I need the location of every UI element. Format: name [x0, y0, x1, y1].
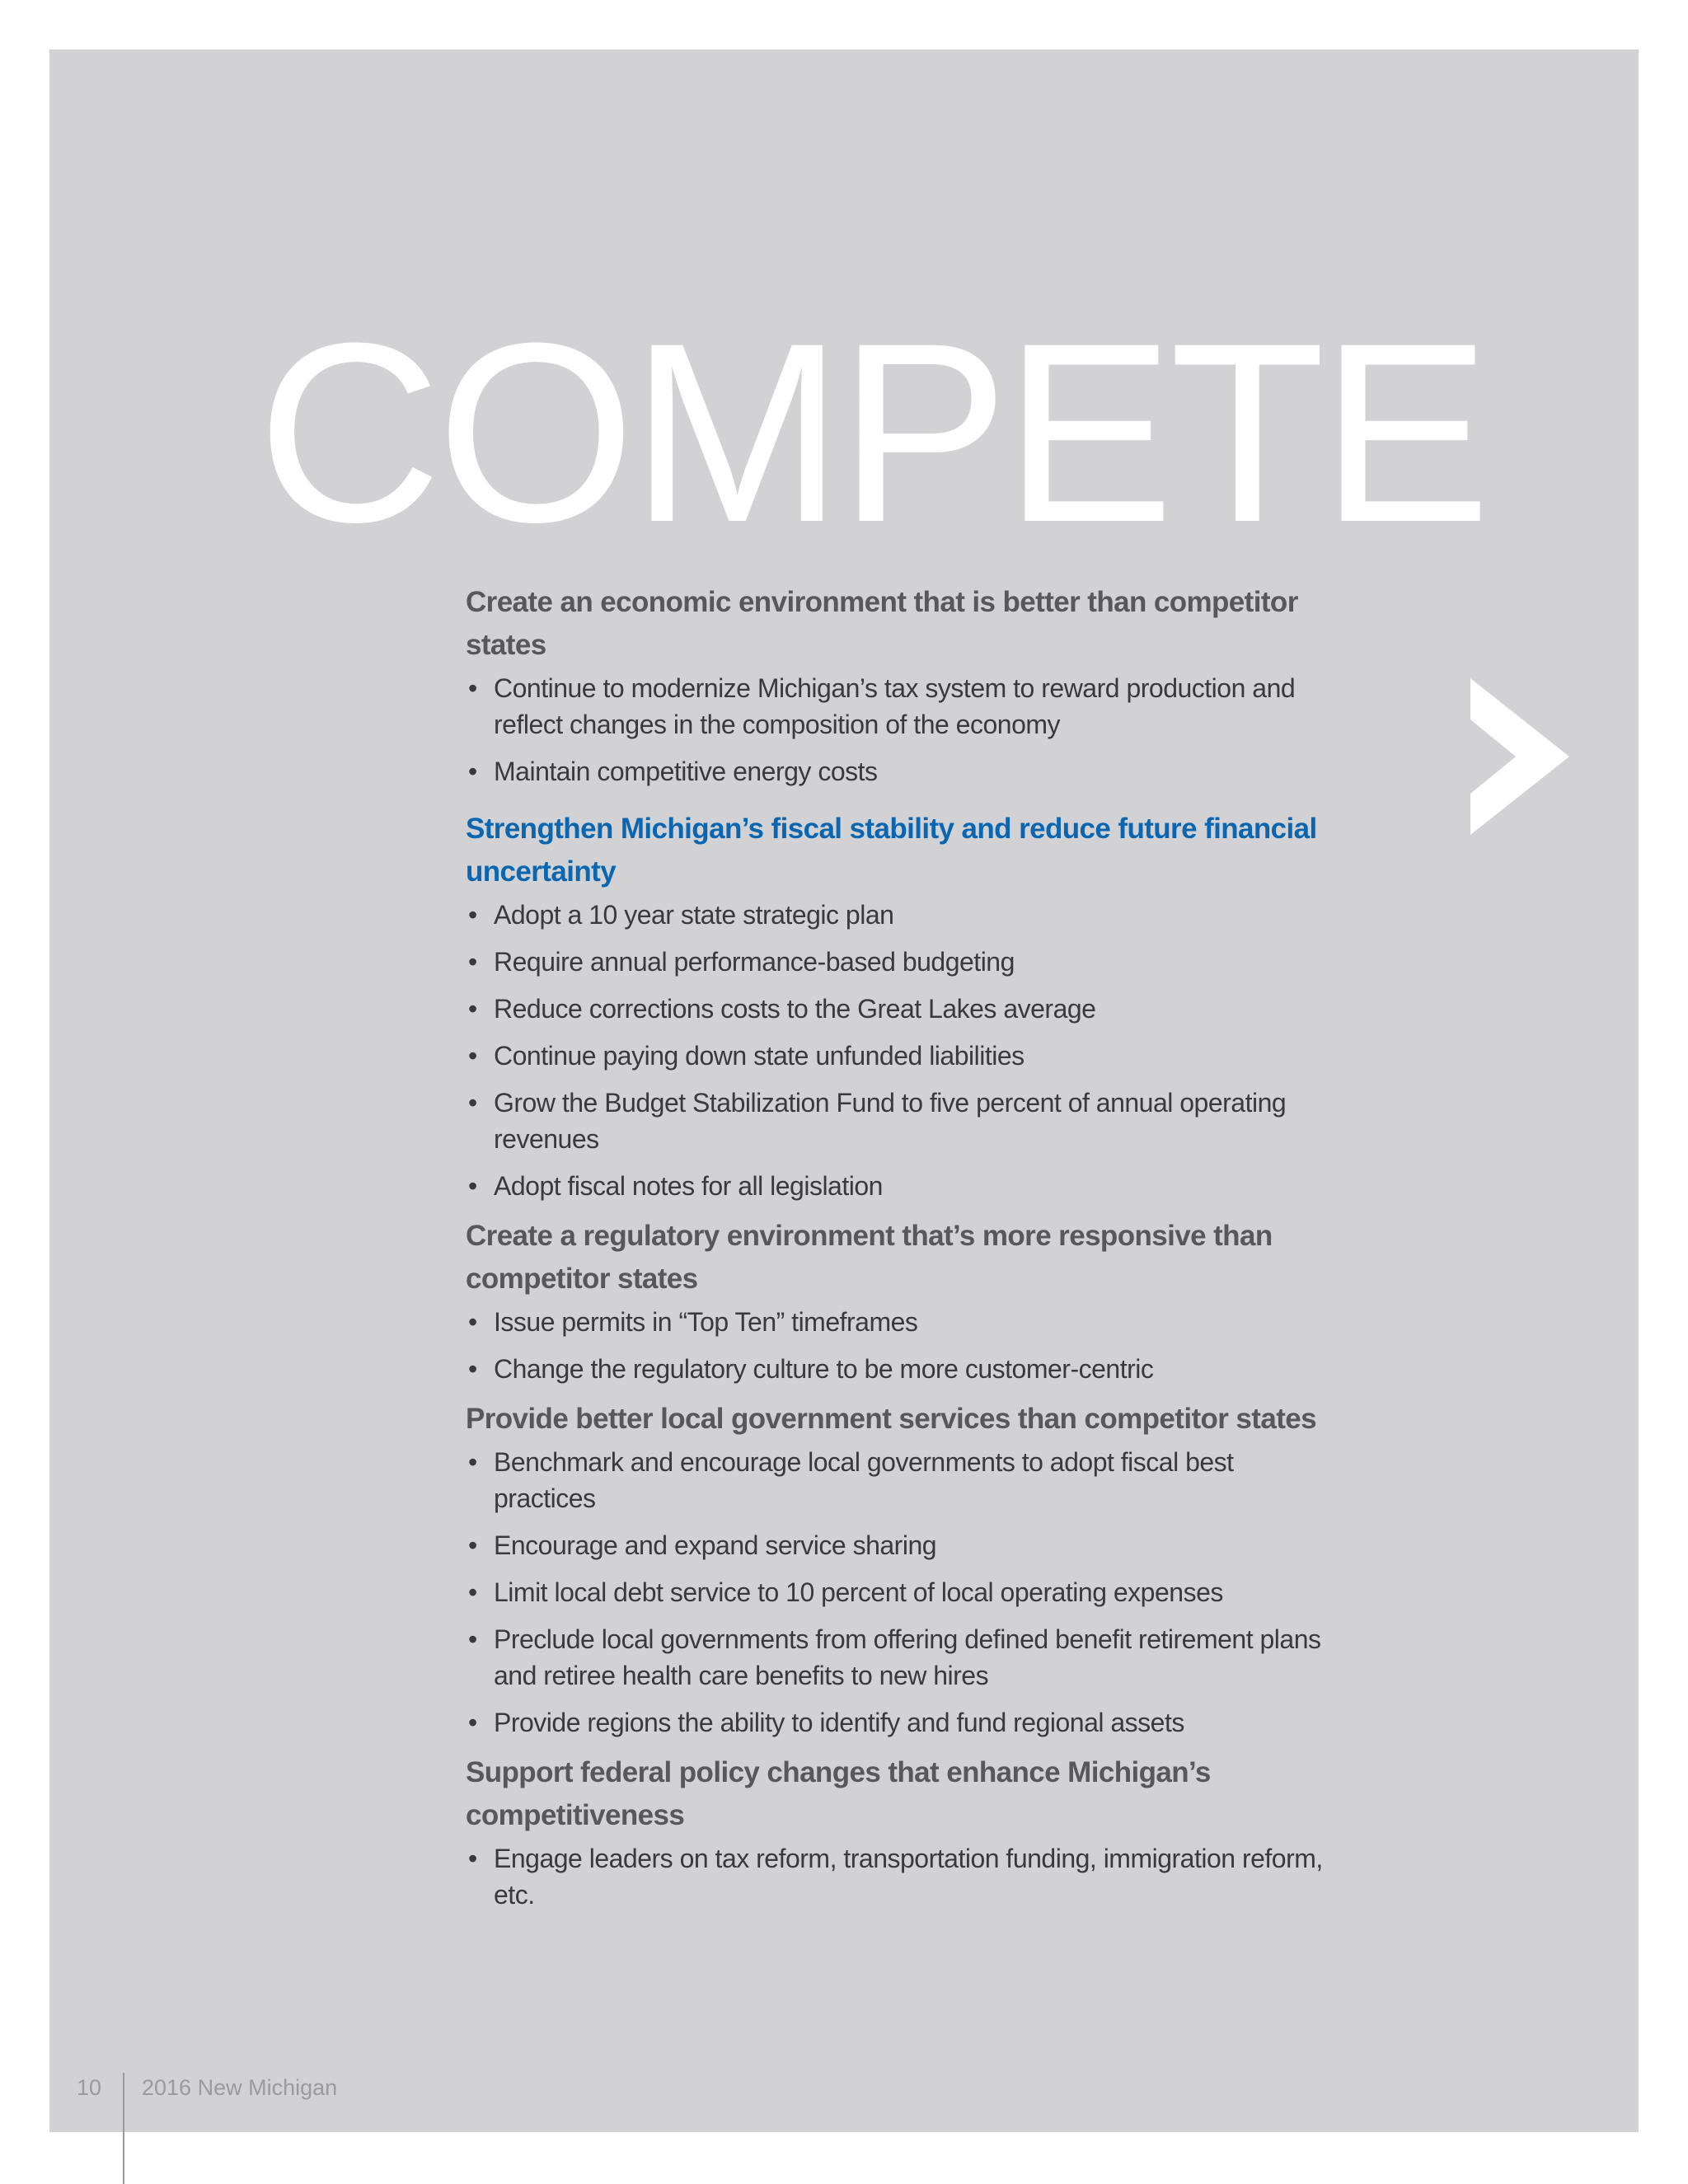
list-item-text: Grow the Budget Stabilization Fund to five percent of annual operating revenues	[494, 1088, 1287, 1154]
list-item-text: Maintain competitive energy costs	[494, 757, 878, 786]
bullet-icon: •	[468, 1577, 477, 1607]
chevron-right-icon	[1470, 678, 1569, 835]
list-item	[466, 1444, 1339, 1516]
bullet-list	[466, 670, 1339, 790]
list-item-text: Continue to modernize Michigan’s tax system to reward production and reflect changes in the composition of the economy	[494, 673, 1296, 739]
bullet-icon: •	[468, 1041, 477, 1071]
content-column	[466, 581, 1339, 1924]
list-item	[466, 1038, 1339, 1074]
bullet-icon: •	[468, 1354, 477, 1384]
list-item	[466, 1840, 1339, 1913]
list-item-text: Change the regulatory culture to be more customer-centric	[494, 1354, 1154, 1384]
list-item	[466, 1351, 1339, 1387]
list-item	[466, 1704, 1339, 1741]
list-item-text: Engage leaders on tax reform, transportation funding, immigration reform, etc.	[494, 1844, 1323, 1910]
list-item-text: Reduce corrections costs to the Great Lakes average	[494, 994, 1096, 1024]
list-item	[466, 670, 1339, 743]
list-item-text: Encourage and expand service sharing	[494, 1530, 937, 1560]
section-heading: Create a regulatory environment that’s more responsive than competitor states	[466, 1220, 1273, 1295]
bullet-icon: •	[468, 947, 477, 977]
page-title: COMPETE	[257, 289, 1486, 575]
bullet-icon: •	[468, 673, 477, 703]
bullet-icon: •	[468, 1171, 477, 1201]
bullet-list	[466, 1304, 1339, 1387]
bullet-icon: •	[468, 1447, 477, 1477]
list-item-text: Benchmark and encourage local governments to adopt fiscal best practices	[494, 1447, 1234, 1513]
bullet-icon: •	[468, 900, 477, 930]
section-local-government	[466, 1398, 1339, 1741]
section-heading: Provide better local government services than competitor states	[466, 1403, 1316, 1435]
list-item	[466, 1621, 1339, 1694]
bullet-list	[466, 1840, 1339, 1913]
publication-title: 2016 New Michigan	[142, 2075, 338, 2100]
bullet-icon: •	[468, 1624, 477, 1654]
bullet-icon: •	[468, 1307, 477, 1337]
list-item-text: Limit local debt service to 10 percent of local operating expenses	[494, 1577, 1223, 1607]
list-item	[466, 1304, 1339, 1340]
bullet-icon: •	[468, 994, 477, 1024]
bullet-list	[466, 1444, 1339, 1741]
section-heading-highlighted: Strengthen Michigan’s fiscal stability and reduce future financial uncertainty	[466, 813, 1317, 888]
list-item	[466, 1168, 1339, 1204]
list-item-text: Require annual performance-based budgeting	[494, 947, 1015, 977]
list-item-text: Continue paying down state unfunded liabilities	[494, 1041, 1025, 1071]
section-federal-policy	[466, 1751, 1339, 1913]
list-item	[466, 944, 1339, 980]
list-item-text: Preclude local governments from offering defined benefit retirement plans and retiree health care benefits to new hires	[494, 1624, 1321, 1690]
bullet-icon: •	[468, 1708, 477, 1737]
page-number: 10	[77, 2075, 102, 2100]
list-item-text: Adopt fiscal notes for all legislation	[494, 1171, 883, 1201]
list-item	[466, 897, 1339, 933]
list-item-text: Provide regions the ability to identify and fund regional assets	[494, 1708, 1184, 1737]
list-item-text: Issue permits in “Top Ten” timeframes	[494, 1307, 918, 1337]
list-item	[466, 1085, 1339, 1157]
footer-divider	[123, 2073, 124, 2184]
section-economic-environment	[466, 581, 1339, 790]
list-item	[466, 753, 1339, 790]
list-item-text: Adopt a 10 year state strategic plan	[494, 900, 894, 930]
list-item	[466, 991, 1339, 1027]
list-item	[466, 1527, 1339, 1563]
list-item	[466, 1574, 1339, 1610]
bullet-list	[466, 897, 1339, 1204]
section-heading: Create an economic environment that is better than competitor states	[466, 586, 1298, 661]
bullet-icon: •	[468, 1088, 477, 1118]
bullet-icon: •	[468, 1844, 477, 1873]
section-heading: Support federal policy changes that enhance Michigan’s competitiveness	[466, 1756, 1211, 1831]
bullet-icon: •	[468, 757, 477, 786]
section-fiscal-stability	[466, 808, 1339, 1204]
section-regulatory-environment	[466, 1215, 1339, 1387]
bullet-icon: •	[468, 1530, 477, 1560]
